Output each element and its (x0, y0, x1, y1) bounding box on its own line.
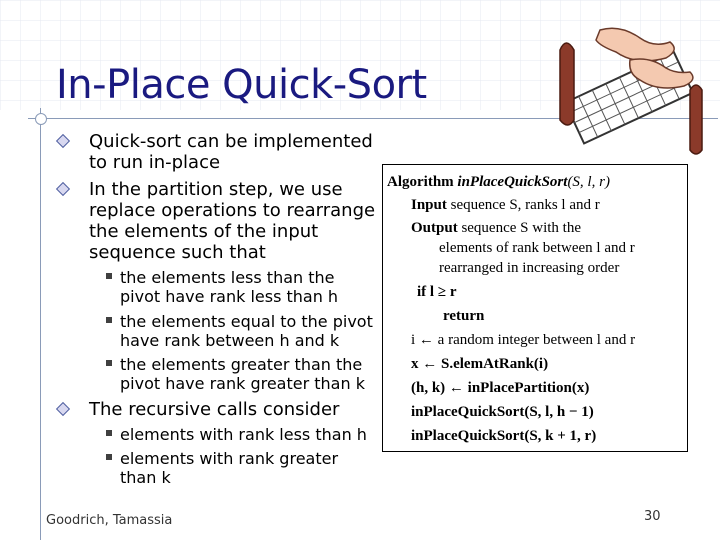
algorithm-box (382, 164, 688, 452)
square-bullet-icon (106, 430, 112, 436)
bullet-recursive-calls (70, 399, 339, 420)
keyword-input: Input (411, 197, 447, 213)
slide-title: In-Place Quick-Sort (56, 62, 427, 108)
input-text: sequence S, ranks l and r (450, 197, 600, 213)
footer-authors: Goodrich, Tamassia (46, 513, 173, 528)
subbullet-rank-greater (110, 449, 338, 487)
page-number: 30 (644, 509, 661, 524)
bullet-line: than k (120, 468, 171, 487)
keyword-output: Output (411, 220, 458, 236)
square-bullet-icon (106, 273, 112, 279)
output-text-line3: rearranged in increasing order (439, 260, 620, 276)
pivot-select-line: x ← S.elemAtRank(i) (411, 356, 549, 372)
bullet-line: the elements less than the (120, 268, 335, 287)
partition-line: (h, k) ← inPlacePartition(x) (411, 380, 590, 396)
bullet-line: the elements greater than the (120, 355, 363, 374)
bullet-line: elements with rank less than h (120, 425, 367, 444)
bullet-line: In the partition step, we use (89, 179, 343, 200)
algorithm-name: inPlaceQuickSort (457, 174, 568, 190)
recursive-call-right: inPlaceQuickSort(S, k + 1, r) (411, 428, 597, 444)
algorithm-input (411, 194, 600, 217)
left-rule (40, 108, 41, 540)
subbullet-equal (110, 312, 373, 350)
keyboard-hands-illustration (540, 20, 718, 162)
subbullet-rank-less (110, 425, 367, 444)
return-line: return (443, 308, 485, 324)
algorithm-header (387, 171, 610, 194)
keyword-algorithm: Algorithm (387, 174, 454, 190)
bullet-line: pivot have rank less than h (120, 287, 339, 306)
bullet-line: to run in-place (89, 152, 221, 173)
bullet-line: The recursive calls consider (89, 399, 340, 420)
recursive-call-left: inPlaceQuickSort(S, l, h − 1) (411, 404, 594, 420)
rule-corner-circle (35, 113, 47, 125)
bullet-line: the elements of the input (89, 221, 319, 242)
bullet-line: replace operations to rearrange (89, 200, 376, 221)
subbullet-greater-than (110, 355, 365, 393)
bullet-line: elements with rank greater (120, 449, 339, 468)
square-bullet-icon (106, 317, 112, 323)
bullet-line: the elements equal to the pivot (120, 312, 373, 331)
algorithm-args: (S, l, r) (567, 174, 610, 190)
bullet-line: have rank between h and k (120, 331, 340, 350)
bullet-line: sequence such that (89, 242, 266, 263)
bullet-quicksort-inplace (70, 131, 373, 173)
bullet-partition-step (70, 179, 375, 263)
square-bullet-icon (106, 360, 112, 366)
bullet-line: pivot have rank greater than k (120, 374, 365, 393)
subbullet-less-than (110, 268, 338, 306)
random-pivot-line: i ← a random integer between l and r (411, 332, 636, 348)
bullet-line: Quick-sort can be implemented (89, 131, 373, 152)
square-bullet-icon (106, 454, 112, 460)
if-line: if l ≥ r (417, 284, 457, 300)
output-text-line2: elements of rank between l and r (439, 240, 635, 256)
output-text: sequence S with the (461, 220, 581, 236)
